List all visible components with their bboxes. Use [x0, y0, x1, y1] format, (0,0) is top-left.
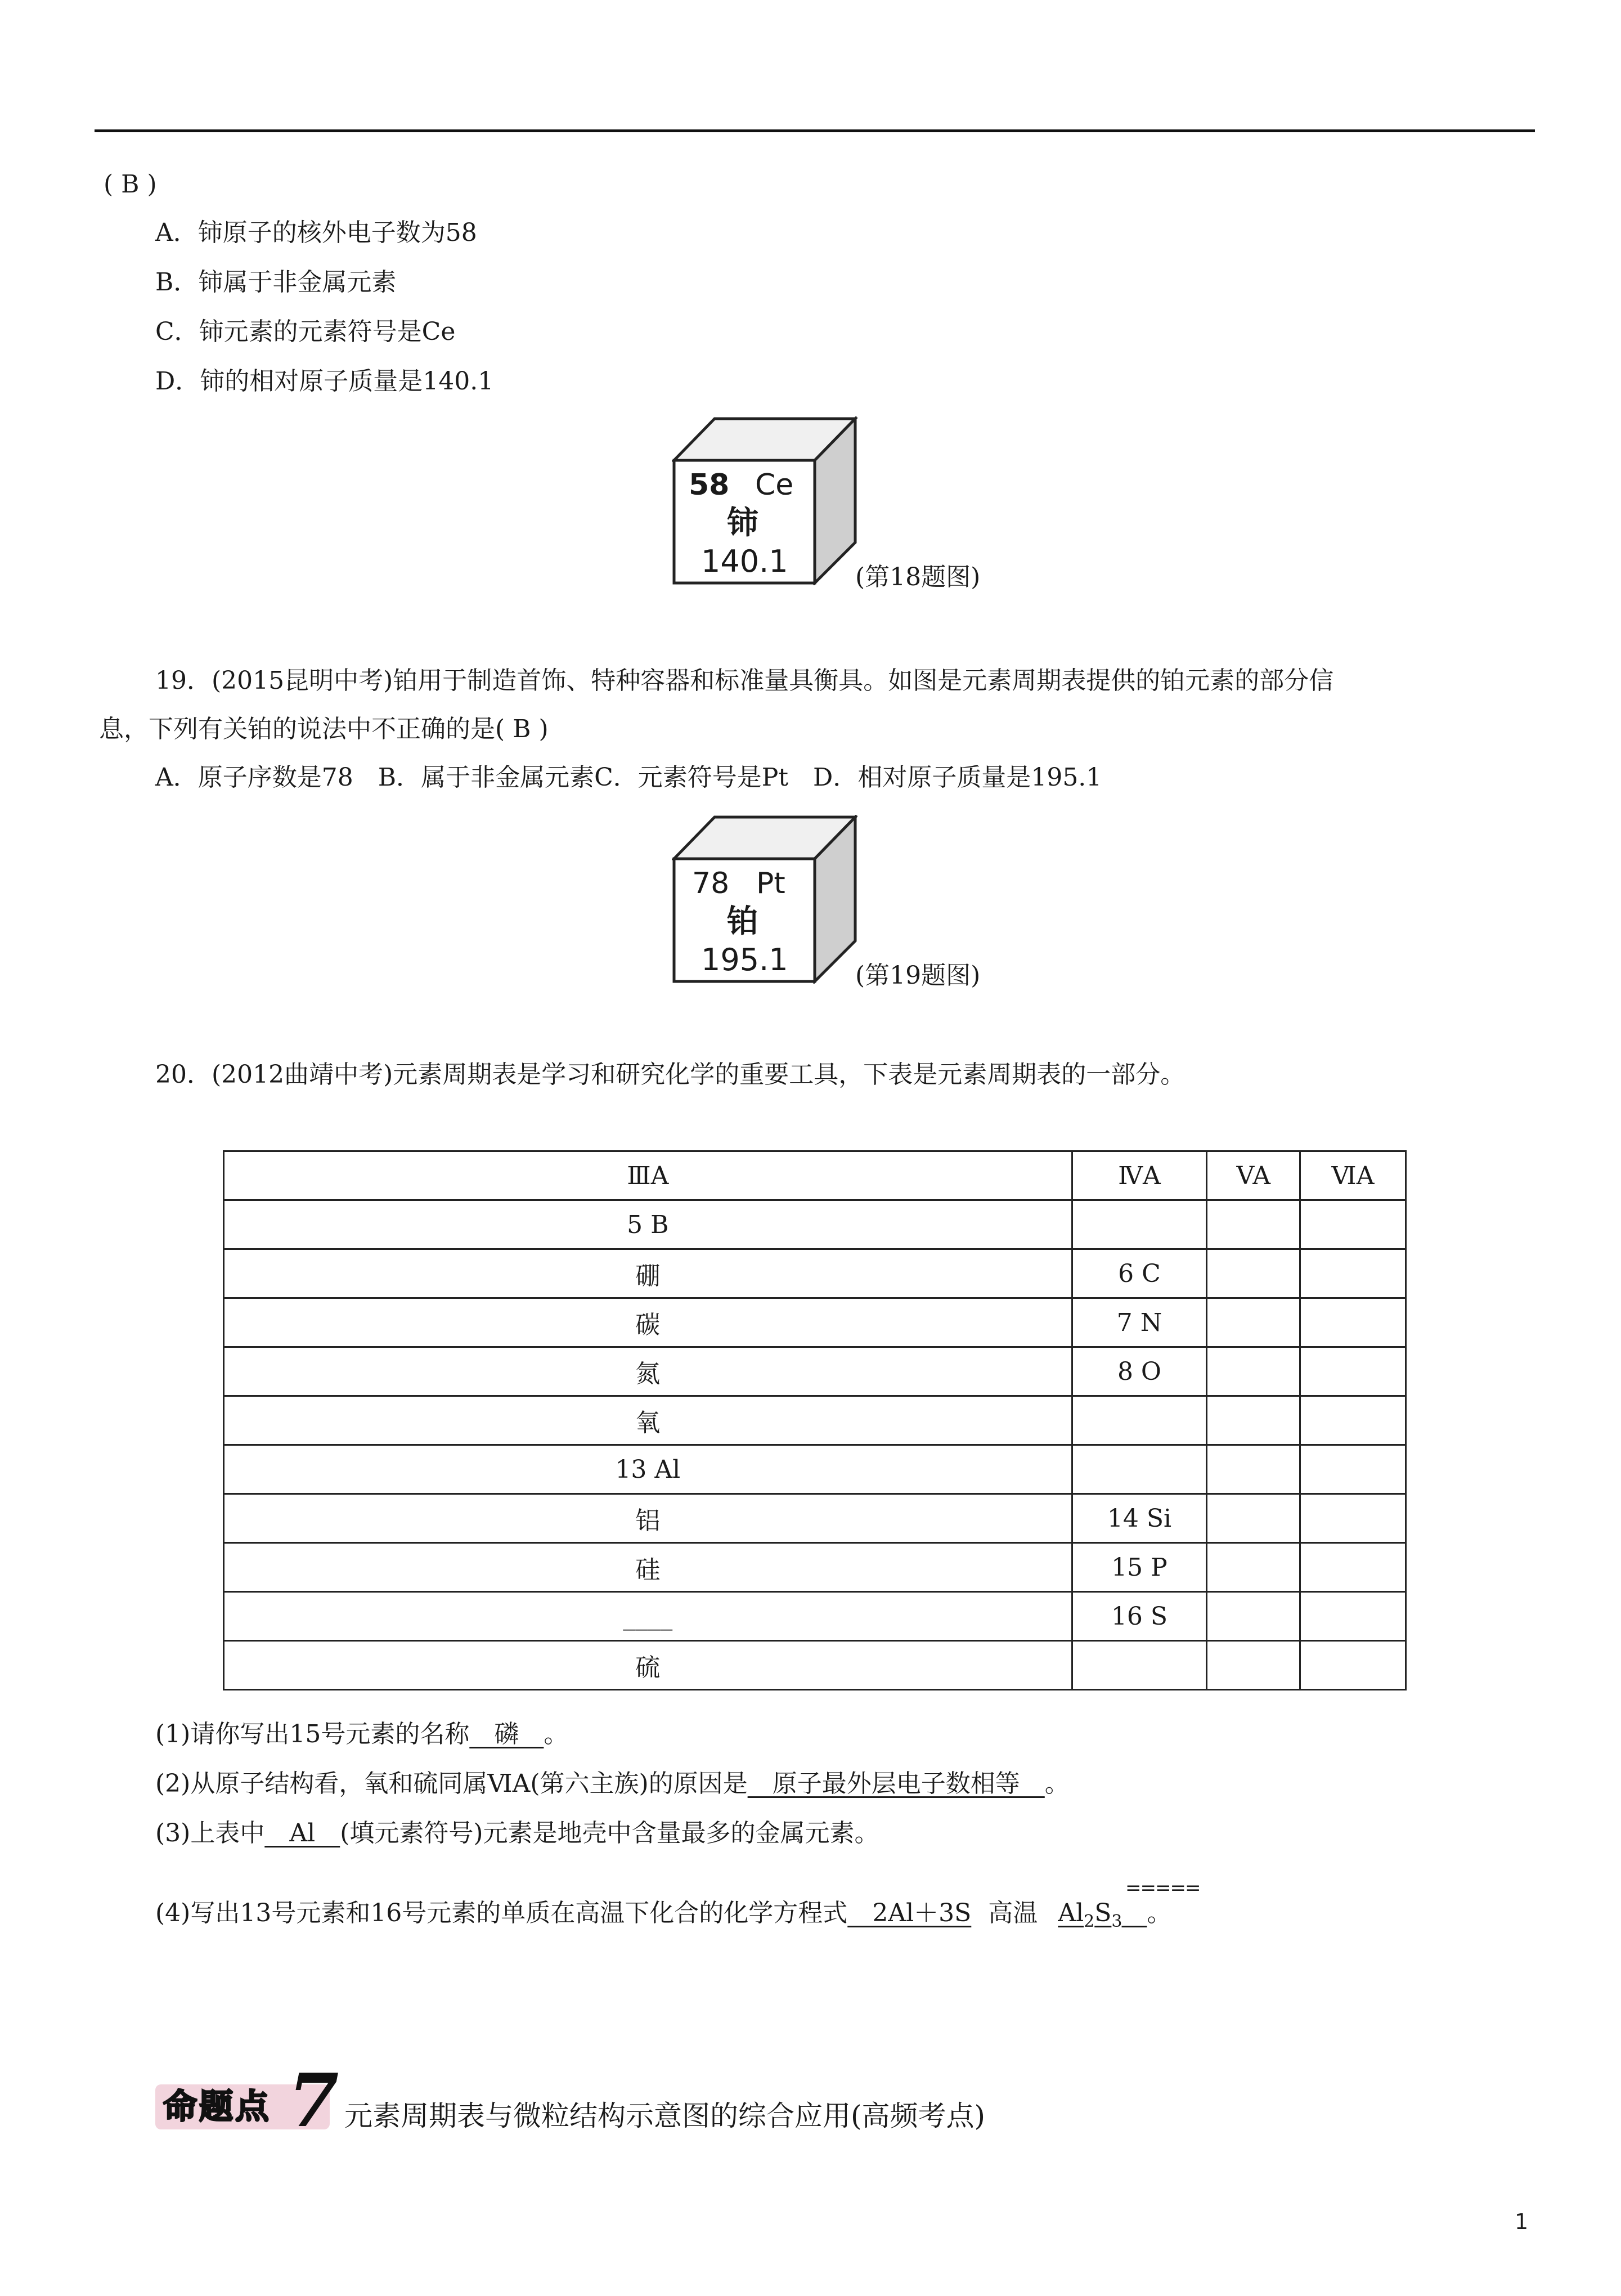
table-cell: 硅: [224, 1543, 1072, 1592]
section-badge-text: 命题点: [163, 2087, 271, 2127]
table-cell: [1300, 1396, 1406, 1445]
table-header-cell: VA: [1207, 1151, 1300, 1200]
table-header-cell: ⅢA: [224, 1151, 1072, 1200]
table-cell: [1072, 1641, 1207, 1690]
q19-stem-1: 19．(2015昆明中考)铂用于制造首饰、特种容器和标准量具衡具。如图是元素周期表提供的铂元素的部分信: [155, 666, 1334, 695]
table-cell: [1207, 1494, 1300, 1543]
table-row: [224, 1298, 1406, 1347]
q20-sub4: [155, 1896, 1172, 1939]
table-row: [224, 1200, 1406, 1249]
platinum-element-cube: [672, 815, 857, 984]
cube-atomic-number: 78: [692, 867, 730, 900]
product-tail: __: [1122, 1899, 1147, 1927]
table-cell: 铝: [224, 1494, 1072, 1543]
table-row: [224, 1249, 1406, 1298]
table-row: [224, 1592, 1406, 1641]
section-badge-number: 7: [288, 2057, 339, 2143]
table-header-row: [224, 1151, 1406, 1200]
table-cell: [1300, 1249, 1406, 1298]
table-cell: [1207, 1592, 1300, 1641]
sub3-answer: __Al__: [264, 1819, 340, 1847]
q18-answer: ( B ): [104, 170, 157, 199]
table-cell: 7 N: [1072, 1298, 1207, 1347]
table-header-cell: ⅥA: [1300, 1151, 1406, 1200]
table-cell: 硫: [224, 1641, 1072, 1690]
q18-option-a: A．铈原子的核外电子数为58: [155, 218, 477, 247]
cube-atomic-mass: 195.1: [701, 942, 788, 977]
q20-stem: 20．(2012曲靖中考)元素周期表是学习和研究化学的重要工具，下表是元素周期表的一部分。: [155, 1060, 1186, 1089]
table-cell: 氧: [224, 1396, 1072, 1445]
sub2-prompt: (2)从原子结构看，氧和硫同属ⅥA(第六主族)的原因是: [155, 1769, 748, 1798]
sub2-answer: __原子最外层电子数相等__: [747, 1769, 1045, 1798]
sub4-product: [1058, 1899, 1147, 1931]
cube-atomic-number: 58: [689, 468, 730, 502]
q18-caption: (第18题图): [855, 563, 981, 591]
product-al-subscript: 2: [1084, 1911, 1095, 1931]
cerium-element-cube: [672, 416, 857, 585]
q19-caption: (第19题图): [855, 961, 981, 990]
table-cell: [1207, 1347, 1300, 1396]
table-cell: 8 O: [1072, 1347, 1207, 1396]
table-cell: [1207, 1200, 1300, 1249]
product-s-subscript: 3: [1111, 1911, 1122, 1931]
table-cell: [1300, 1347, 1406, 1396]
table-header-cell: ⅣA: [1072, 1151, 1207, 1200]
table-cell: [1300, 1641, 1406, 1690]
table-cell: 碳: [224, 1298, 1072, 1347]
section-title: 元素周期表与微粒结构示意图的综合应用(高频考点): [344, 2100, 986, 2132]
sub1-prompt: (1)请你写出15号元素的名称: [155, 1720, 470, 1748]
table-cell: [1300, 1592, 1406, 1641]
table-cell: 6 C: [1072, 1249, 1207, 1298]
table-cell: 15 P: [1072, 1543, 1207, 1592]
q18-option-b: B．铈属于非金属元素: [155, 268, 397, 297]
table-cell: 13 Al: [224, 1445, 1072, 1494]
table-cell: [1207, 1249, 1300, 1298]
q18-option-d: D．铈的相对原子质量是140.1: [155, 367, 494, 396]
table-cell: 氮: [224, 1347, 1072, 1396]
table-cell: [1207, 1298, 1300, 1347]
cube-atomic-mass: 140.1: [701, 544, 788, 579]
q18-option-c: C．铈元素的元素符号是Ce: [155, 317, 456, 346]
table-cell: [1072, 1396, 1207, 1445]
cube-element-name: 铂: [727, 903, 758, 940]
q20-sub1: [155, 1717, 568, 1751]
table-cell: [1300, 1200, 1406, 1249]
table-cell: 硼: [224, 1249, 1072, 1298]
table-row: [224, 1347, 1406, 1396]
periodic-table-fragment: [223, 1150, 1407, 1690]
table-cell: [1300, 1543, 1406, 1592]
table-row: [224, 1494, 1406, 1543]
sub4-end: 。: [1147, 1899, 1172, 1927]
product-al: Al: [1058, 1899, 1084, 1927]
table-cell: 16 S: [1072, 1592, 1207, 1641]
header-rule: [95, 129, 1535, 132]
cube-symbol: Pt: [756, 867, 785, 900]
table-cell: [1300, 1445, 1406, 1494]
equation-equals-marks: =====: [1125, 1877, 1200, 1899]
q20-sub2: [155, 1767, 1070, 1801]
sub3-end: (填元素符号)元素是地壳中含量最多的金属元素。: [340, 1819, 879, 1847]
table-cell: [1207, 1445, 1300, 1494]
page-number: 1: [1515, 2209, 1529, 2234]
table-cell: 14 Si: [1072, 1494, 1207, 1543]
sub4-reactants: __2Al＋3S: [847, 1899, 972, 1927]
table-cell: [1300, 1298, 1406, 1347]
q19-options: A．原子序数是78 B．属于非金属元素C．元素符号是Pt D．相对原子质量是195.1: [155, 763, 1102, 792]
sub1-answer: __磷__: [469, 1720, 544, 1748]
table-cell: 5 B: [224, 1200, 1072, 1249]
table-cell: [1300, 1494, 1406, 1543]
table-cell: [1207, 1641, 1300, 1690]
sub2-end: 。: [1044, 1769, 1070, 1798]
table-row: [224, 1543, 1406, 1592]
table-row: [224, 1445, 1406, 1494]
table-cell: ____: [224, 1592, 1072, 1641]
sub3-prompt: (3)上表中: [155, 1819, 265, 1847]
sub4-condition: 高温: [988, 1899, 1038, 1927]
sub4-prompt: (4)写出13号元素和16号元素的单质在高温下化合的化学方程式: [155, 1899, 848, 1927]
product-s: S: [1094, 1899, 1112, 1927]
cube-symbol: Ce: [755, 468, 794, 502]
q20-sub3: [155, 1817, 879, 1850]
cube-element-name: 铈: [727, 505, 758, 541]
q19-stem-2: 息，下列有关铂的说法中不正确的是( B ): [99, 715, 549, 743]
table-row: [224, 1641, 1406, 1690]
table-cell: [1072, 1445, 1207, 1494]
table-row: [224, 1396, 1406, 1445]
table-cell: [1072, 1200, 1207, 1249]
table-cell: [1207, 1543, 1300, 1592]
sub1-end: 。: [544, 1720, 569, 1748]
table-cell: [1207, 1396, 1300, 1445]
